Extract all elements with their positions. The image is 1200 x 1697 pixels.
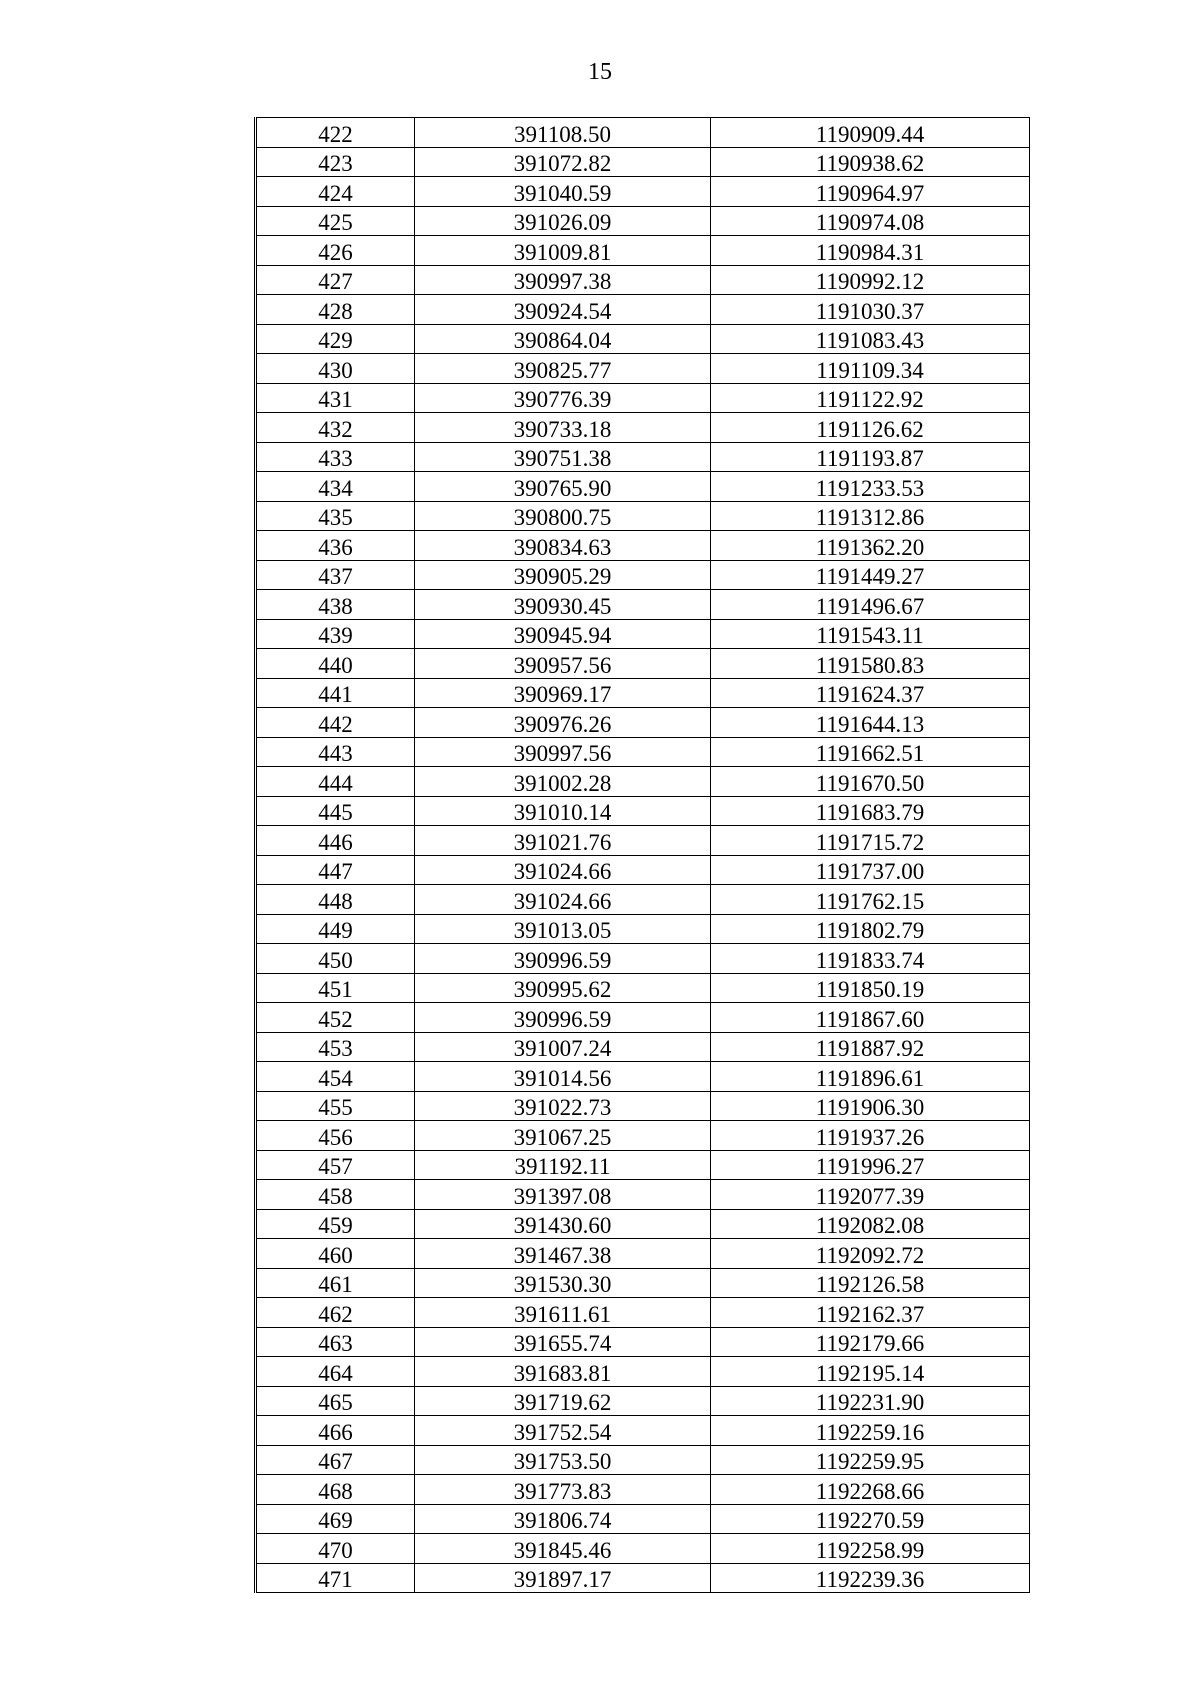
- table-row: [256, 1327, 1030, 1357]
- table-row: [256, 1563, 1030, 1593]
- table-row: [256, 885, 1030, 915]
- x-coordinate-cell: 390957.56: [415, 649, 711, 679]
- y-coordinate-cell: 1191233.53: [711, 472, 1030, 502]
- point-number-cell: 461: [256, 1268, 415, 1298]
- point-number-cell: 433: [256, 442, 415, 472]
- x-coordinate-cell: 391002.28: [415, 767, 711, 797]
- y-coordinate-cell: 1192082.08: [711, 1209, 1030, 1239]
- y-coordinate-cell: 1191715.72: [711, 826, 1030, 856]
- y-coordinate-cell: 1190938.62: [711, 147, 1030, 177]
- y-coordinate-cell: 1191030.37: [711, 295, 1030, 325]
- y-coordinate-cell: 1192126.58: [711, 1268, 1030, 1298]
- y-coordinate-cell: 1192259.95: [711, 1445, 1030, 1475]
- point-number-cell: 463: [256, 1327, 415, 1357]
- y-coordinate-cell: 1191362.20: [711, 531, 1030, 561]
- point-number-cell: 442: [256, 708, 415, 738]
- y-coordinate-cell: 1190984.31: [711, 236, 1030, 266]
- x-coordinate-cell: 390800.75: [415, 501, 711, 531]
- table-row: [256, 1209, 1030, 1239]
- x-coordinate-cell: 391845.46: [415, 1534, 711, 1564]
- x-coordinate-cell: 391897.17: [415, 1563, 711, 1593]
- point-number-cell: 437: [256, 560, 415, 590]
- y-coordinate-cell: 1192270.59: [711, 1504, 1030, 1534]
- x-coordinate-cell: 391108.50: [415, 118, 711, 148]
- y-coordinate-cell: 1191312.86: [711, 501, 1030, 531]
- y-coordinate-cell: 1191126.62: [711, 413, 1030, 443]
- table-row: [256, 501, 1030, 531]
- x-coordinate-cell: 391072.82: [415, 147, 711, 177]
- x-coordinate-cell: 391026.09: [415, 206, 711, 236]
- table-row: [256, 826, 1030, 856]
- y-coordinate-cell: 1190909.44: [711, 118, 1030, 148]
- point-number-cell: 460: [256, 1239, 415, 1269]
- x-coordinate-cell: 390905.29: [415, 560, 711, 590]
- point-number-cell: 452: [256, 1003, 415, 1033]
- x-coordinate-cell: 391753.50: [415, 1445, 711, 1475]
- table-row: [256, 206, 1030, 236]
- y-coordinate-cell: 1192258.99: [711, 1534, 1030, 1564]
- y-coordinate-cell: 1190992.12: [711, 265, 1030, 295]
- x-coordinate-cell: 391655.74: [415, 1327, 711, 1357]
- table-row: [256, 590, 1030, 620]
- table-row: [256, 796, 1030, 826]
- y-coordinate-cell: 1192195.14: [711, 1357, 1030, 1387]
- point-number-cell: 458: [256, 1180, 415, 1210]
- point-number-cell: 456: [256, 1121, 415, 1151]
- table-row: [256, 1445, 1030, 1475]
- x-coordinate-cell: 391009.81: [415, 236, 711, 266]
- coordinates-table-body: [256, 118, 1030, 1593]
- point-number-cell: 467: [256, 1445, 415, 1475]
- table-row: [256, 1150, 1030, 1180]
- y-coordinate-cell: 1191624.37: [711, 678, 1030, 708]
- y-coordinate-cell: 1191850.19: [711, 973, 1030, 1003]
- table-row: [256, 560, 1030, 590]
- y-coordinate-cell: 1191937.26: [711, 1121, 1030, 1151]
- table-row: [256, 324, 1030, 354]
- point-number-cell: 465: [256, 1386, 415, 1416]
- table-row: [256, 973, 1030, 1003]
- page-number: 15: [588, 59, 612, 85]
- table-row: [256, 649, 1030, 679]
- point-number-cell: 439: [256, 619, 415, 649]
- x-coordinate-cell: 390864.04: [415, 324, 711, 354]
- table-row: [256, 737, 1030, 767]
- table-row: [256, 767, 1030, 797]
- point-number-cell: 429: [256, 324, 415, 354]
- x-coordinate-cell: 390945.94: [415, 619, 711, 649]
- table-row: [256, 1239, 1030, 1269]
- point-number-cell: 425: [256, 206, 415, 236]
- y-coordinate-cell: 1191867.60: [711, 1003, 1030, 1033]
- table-row: [256, 1121, 1030, 1151]
- y-coordinate-cell: 1191833.74: [711, 944, 1030, 974]
- y-coordinate-cell: 1190974.08: [711, 206, 1030, 236]
- x-coordinate-cell: 390976.26: [415, 708, 711, 738]
- x-coordinate-cell: 390751.38: [415, 442, 711, 472]
- point-number-cell: 449: [256, 914, 415, 944]
- point-number-cell: 462: [256, 1298, 415, 1328]
- table-row: [256, 1357, 1030, 1387]
- x-coordinate-cell: 390776.39: [415, 383, 711, 413]
- point-number-cell: 443: [256, 737, 415, 767]
- point-number-cell: 457: [256, 1150, 415, 1180]
- table-row: [256, 708, 1030, 738]
- x-coordinate-cell: 390924.54: [415, 295, 711, 325]
- x-coordinate-cell: 391192.11: [415, 1150, 711, 1180]
- point-number-cell: 448: [256, 885, 415, 915]
- table-row: [256, 1180, 1030, 1210]
- table-row: [256, 1475, 1030, 1505]
- y-coordinate-cell: 1190964.97: [711, 177, 1030, 207]
- y-coordinate-cell: 1191109.34: [711, 354, 1030, 384]
- point-number-cell: 430: [256, 354, 415, 384]
- table-row: [256, 383, 1030, 413]
- point-number-cell: 454: [256, 1062, 415, 1092]
- x-coordinate-cell: 391067.25: [415, 1121, 711, 1151]
- table-row: [256, 1268, 1030, 1298]
- x-coordinate-cell: 391007.24: [415, 1032, 711, 1062]
- x-coordinate-cell: 391397.08: [415, 1180, 711, 1210]
- x-coordinate-cell: 391430.60: [415, 1209, 711, 1239]
- y-coordinate-cell: 1191193.87: [711, 442, 1030, 472]
- x-coordinate-cell: 391022.73: [415, 1091, 711, 1121]
- table-row: [256, 619, 1030, 649]
- y-coordinate-cell: 1191496.67: [711, 590, 1030, 620]
- x-coordinate-cell: 390733.18: [415, 413, 711, 443]
- y-coordinate-cell: 1191762.15: [711, 885, 1030, 915]
- y-coordinate-cell: 1191580.83: [711, 649, 1030, 679]
- table-row: [256, 855, 1030, 885]
- point-number-cell: 464: [256, 1357, 415, 1387]
- x-coordinate-cell: 390969.17: [415, 678, 711, 708]
- y-coordinate-cell: 1192092.72: [711, 1239, 1030, 1269]
- point-number-cell: 468: [256, 1475, 415, 1505]
- x-coordinate-cell: 391806.74: [415, 1504, 711, 1534]
- table-row: [256, 413, 1030, 443]
- table-row: [256, 531, 1030, 561]
- point-number-cell: 427: [256, 265, 415, 295]
- y-coordinate-cell: 1191543.11: [711, 619, 1030, 649]
- y-coordinate-cell: 1191996.27: [711, 1150, 1030, 1180]
- point-number-cell: 459: [256, 1209, 415, 1239]
- point-number-cell: 455: [256, 1091, 415, 1121]
- table-row: [256, 1003, 1030, 1033]
- x-coordinate-cell: 391611.61: [415, 1298, 711, 1328]
- y-coordinate-cell: 1192162.37: [711, 1298, 1030, 1328]
- x-coordinate-cell: 390995.62: [415, 973, 711, 1003]
- point-number-cell: 432: [256, 413, 415, 443]
- point-number-cell: 470: [256, 1534, 415, 1564]
- x-coordinate-cell: 391683.81: [415, 1357, 711, 1387]
- y-coordinate-cell: 1192239.36: [711, 1563, 1030, 1593]
- x-coordinate-cell: 391530.30: [415, 1268, 711, 1298]
- point-number-cell: 450: [256, 944, 415, 974]
- point-number-cell: 447: [256, 855, 415, 885]
- table-row: [256, 265, 1030, 295]
- y-coordinate-cell: 1192077.39: [711, 1180, 1030, 1210]
- x-coordinate-cell: 391021.76: [415, 826, 711, 856]
- point-number-cell: 466: [256, 1416, 415, 1446]
- point-number-cell: 423: [256, 147, 415, 177]
- point-number-cell: 471: [256, 1563, 415, 1593]
- y-coordinate-cell: 1191896.61: [711, 1062, 1030, 1092]
- x-coordinate-cell: 391040.59: [415, 177, 711, 207]
- table-row: [256, 295, 1030, 325]
- table-row: [256, 354, 1030, 384]
- point-number-cell: 444: [256, 767, 415, 797]
- point-number-cell: 436: [256, 531, 415, 561]
- point-number-cell: 422: [256, 118, 415, 148]
- x-coordinate-cell: 391467.38: [415, 1239, 711, 1269]
- table-row: [256, 1032, 1030, 1062]
- y-coordinate-cell: 1191802.79: [711, 914, 1030, 944]
- y-coordinate-cell: 1191683.79: [711, 796, 1030, 826]
- table-row: [256, 1298, 1030, 1328]
- x-coordinate-cell: 390765.90: [415, 472, 711, 502]
- table-row: [256, 147, 1030, 177]
- table-row: [256, 177, 1030, 207]
- x-coordinate-cell: 390997.38: [415, 265, 711, 295]
- x-coordinate-cell: 391024.66: [415, 885, 711, 915]
- table-row: [256, 1416, 1030, 1446]
- y-coordinate-cell: 1191662.51: [711, 737, 1030, 767]
- x-coordinate-cell: 391719.62: [415, 1386, 711, 1416]
- point-number-cell: 435: [256, 501, 415, 531]
- point-number-cell: 446: [256, 826, 415, 856]
- point-number-cell: 424: [256, 177, 415, 207]
- x-coordinate-cell: 390996.59: [415, 1003, 711, 1033]
- coordinates-table: [254, 117, 1030, 1593]
- table-row: [256, 472, 1030, 502]
- point-number-cell: 453: [256, 1032, 415, 1062]
- x-coordinate-cell: 390930.45: [415, 590, 711, 620]
- x-coordinate-cell: 390834.63: [415, 531, 711, 561]
- y-coordinate-cell: 1191122.92: [711, 383, 1030, 413]
- x-coordinate-cell: 390997.56: [415, 737, 711, 767]
- x-coordinate-cell: 391010.14: [415, 796, 711, 826]
- x-coordinate-cell: 391013.05: [415, 914, 711, 944]
- y-coordinate-cell: 1191644.13: [711, 708, 1030, 738]
- y-coordinate-cell: 1192231.90: [711, 1386, 1030, 1416]
- table-row: [256, 678, 1030, 708]
- y-coordinate-cell: 1192179.66: [711, 1327, 1030, 1357]
- y-coordinate-cell: 1191906.30: [711, 1091, 1030, 1121]
- table-row: [256, 236, 1030, 266]
- x-coordinate-cell: 390996.59: [415, 944, 711, 974]
- point-number-cell: 469: [256, 1504, 415, 1534]
- y-coordinate-cell: 1191083.43: [711, 324, 1030, 354]
- table-row: [256, 1534, 1030, 1564]
- table-row: [256, 1062, 1030, 1092]
- y-coordinate-cell: 1191887.92: [711, 1032, 1030, 1062]
- y-coordinate-cell: 1192268.66: [711, 1475, 1030, 1505]
- point-number-cell: 438: [256, 590, 415, 620]
- y-coordinate-cell: 1191449.27: [711, 560, 1030, 590]
- table-row: [256, 914, 1030, 944]
- x-coordinate-cell: 391014.56: [415, 1062, 711, 1092]
- x-coordinate-cell: 391024.66: [415, 855, 711, 885]
- table-row: [256, 1386, 1030, 1416]
- x-coordinate-cell: 391752.54: [415, 1416, 711, 1446]
- table-row: [256, 442, 1030, 472]
- table-row: [256, 1504, 1030, 1534]
- table-row: [256, 944, 1030, 974]
- y-coordinate-cell: 1192259.16: [711, 1416, 1030, 1446]
- x-coordinate-cell: 391773.83: [415, 1475, 711, 1505]
- point-number-cell: 431: [256, 383, 415, 413]
- point-number-cell: 426: [256, 236, 415, 266]
- y-coordinate-cell: 1191737.00: [711, 855, 1030, 885]
- table-row: [256, 1091, 1030, 1121]
- point-number-cell: 434: [256, 472, 415, 502]
- y-coordinate-cell: 1191670.50: [711, 767, 1030, 797]
- point-number-cell: 441: [256, 678, 415, 708]
- table-row: [256, 118, 1030, 148]
- point-number-cell: 451: [256, 973, 415, 1003]
- point-number-cell: 428: [256, 295, 415, 325]
- point-number-cell: 440: [256, 649, 415, 679]
- point-number-cell: 445: [256, 796, 415, 826]
- x-coordinate-cell: 390825.77: [415, 354, 711, 384]
